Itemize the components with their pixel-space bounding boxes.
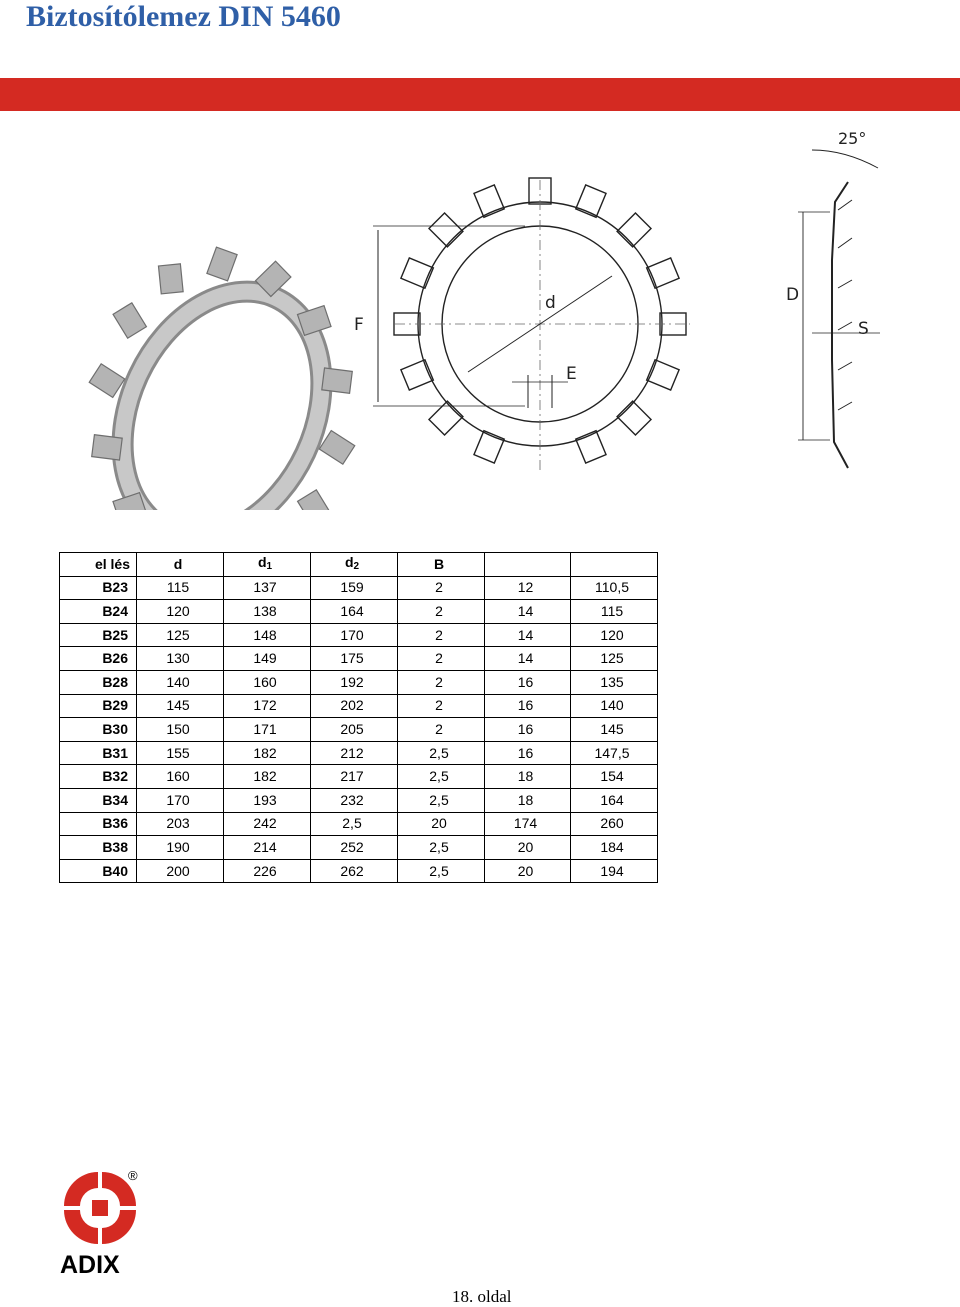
table-cell: 262 xyxy=(311,859,398,883)
page-title: Biztosítólemez DIN 5460 xyxy=(26,0,341,33)
table-cell: 20 xyxy=(485,859,571,883)
col-header xyxy=(485,553,571,577)
table-cell: 2,5 xyxy=(398,741,485,765)
row-code-cell: B26 xyxy=(60,647,137,671)
table-cell: 2 xyxy=(398,623,485,647)
row-code-cell: B36 xyxy=(60,812,137,836)
table-cell: 137 xyxy=(224,576,311,600)
page-number: 18. oldal xyxy=(452,1287,512,1306)
table-row xyxy=(60,788,658,812)
table-cell: 2 xyxy=(398,670,485,694)
table-cell: 202 xyxy=(311,694,398,718)
table-cell: 2,5 xyxy=(398,859,485,883)
table-cell: 203 xyxy=(137,812,224,836)
table-cell: 14 xyxy=(485,600,571,624)
table-cell: 170 xyxy=(137,788,224,812)
table-row xyxy=(60,836,658,860)
technical-drawing xyxy=(0,120,960,510)
table-cell: 150 xyxy=(137,718,224,742)
label-angle: 25° xyxy=(838,129,867,148)
table-row xyxy=(60,741,658,765)
table-cell: 12 xyxy=(485,576,571,600)
table-cell: 18 xyxy=(485,765,571,789)
col-header: el lés xyxy=(60,553,137,577)
row-code-cell: B32 xyxy=(60,765,137,789)
table-cell: 226 xyxy=(224,859,311,883)
registered-mark: ® xyxy=(128,1168,138,1183)
table-cell: 172 xyxy=(224,694,311,718)
washer-3d-illustration xyxy=(85,247,360,510)
table-cell: 14 xyxy=(485,623,571,647)
table-cell: 160 xyxy=(137,765,224,789)
table-row xyxy=(60,600,658,624)
table-cell: 145 xyxy=(571,718,658,742)
table-cell: 2,5 xyxy=(311,812,398,836)
row-code-cell: B31 xyxy=(60,741,137,765)
table-cell: 260 xyxy=(571,812,658,836)
logo-text: ADIX xyxy=(60,1251,120,1278)
washer-side-view xyxy=(798,150,880,468)
table-cell: 115 xyxy=(571,600,658,624)
table-cell: 200 xyxy=(137,859,224,883)
table-cell: 140 xyxy=(137,670,224,694)
table-cell: 149 xyxy=(224,647,311,671)
row-code-cell: B23 xyxy=(60,576,137,600)
dimension-table xyxy=(59,552,658,883)
table-cell: 192 xyxy=(311,670,398,694)
table-cell: 2,5 xyxy=(398,765,485,789)
table-cell: 170 xyxy=(311,623,398,647)
col-header xyxy=(571,553,658,577)
table-cell: 214 xyxy=(224,836,311,860)
table-cell: 14 xyxy=(485,647,571,671)
table-row xyxy=(60,670,658,694)
table-cell: 160 xyxy=(224,670,311,694)
table-header-row xyxy=(60,553,658,577)
row-code-cell: B28 xyxy=(60,670,137,694)
table-cell: 138 xyxy=(224,600,311,624)
header-red-bar xyxy=(0,78,960,111)
table-cell: 212 xyxy=(311,741,398,765)
table-cell: 20 xyxy=(485,836,571,860)
table-cell: 252 xyxy=(311,836,398,860)
table-cell: 190 xyxy=(137,836,224,860)
table-cell: 155 xyxy=(137,741,224,765)
table-row xyxy=(60,694,658,718)
row-code-cell: B40 xyxy=(60,859,137,883)
row-code-cell: B30 xyxy=(60,718,137,742)
table-cell: 18 xyxy=(485,788,571,812)
label-E: E xyxy=(566,364,577,384)
table-cell: 182 xyxy=(224,765,311,789)
table-cell: 182 xyxy=(224,741,311,765)
table-cell: 174 xyxy=(485,812,571,836)
table-cell: 115 xyxy=(137,576,224,600)
table-cell: 120 xyxy=(571,623,658,647)
table-row xyxy=(60,576,658,600)
row-code-cell: B24 xyxy=(60,600,137,624)
table-cell: 2 xyxy=(398,647,485,671)
table-cell: 164 xyxy=(571,788,658,812)
table-cell: 16 xyxy=(485,718,571,742)
table-cell: 147,5 xyxy=(571,741,658,765)
label-F: F xyxy=(354,315,364,335)
table-cell: 2 xyxy=(398,576,485,600)
label-D: D xyxy=(786,285,800,305)
table-cell: 2 xyxy=(398,718,485,742)
table-cell: 16 xyxy=(485,694,571,718)
table-cell: 194 xyxy=(571,859,658,883)
row-code-cell: B34 xyxy=(60,788,137,812)
col-header: B xyxy=(398,553,485,577)
table-cell: 193 xyxy=(224,788,311,812)
table-row xyxy=(60,812,658,836)
washer-front-view xyxy=(373,178,690,470)
table-cell: 125 xyxy=(571,647,658,671)
table-cell: 232 xyxy=(311,788,398,812)
table-cell: 171 xyxy=(224,718,311,742)
table-cell: 175 xyxy=(311,647,398,671)
table-cell: 125 xyxy=(137,623,224,647)
table-cell: 16 xyxy=(485,670,571,694)
table-cell: 130 xyxy=(137,647,224,671)
table-cell: 110,5 xyxy=(571,576,658,600)
table-cell: 184 xyxy=(571,836,658,860)
row-code-cell: B29 xyxy=(60,694,137,718)
table-cell: 164 xyxy=(311,600,398,624)
table-cell: 2 xyxy=(398,600,485,624)
table-cell: 154 xyxy=(571,765,658,789)
label-S: S xyxy=(858,319,869,339)
table-cell: 145 xyxy=(137,694,224,718)
table-row xyxy=(60,718,658,742)
table-cell: 20 xyxy=(398,812,485,836)
col-header: $d_1$ xyxy=(224,553,311,577)
col-header: $d_2$ xyxy=(311,553,398,577)
table-cell: 2,5 xyxy=(398,836,485,860)
table-cell: 217 xyxy=(311,765,398,789)
table-cell: 120 xyxy=(137,600,224,624)
table-row xyxy=(60,765,658,789)
table-cell: 140 xyxy=(571,694,658,718)
table-row xyxy=(60,859,658,883)
table-cell: 16 xyxy=(485,741,571,765)
table-cell: 135 xyxy=(571,670,658,694)
table-row xyxy=(60,647,658,671)
col-header: d xyxy=(137,553,224,577)
table-cell: 205 xyxy=(311,718,398,742)
row-code-cell: B25 xyxy=(60,623,137,647)
adix-logo xyxy=(58,1166,148,1278)
row-code-cell: B38 xyxy=(60,836,137,860)
table-cell: 159 xyxy=(311,576,398,600)
table-cell: 242 xyxy=(224,812,311,836)
table-row xyxy=(60,623,658,647)
table-cell: 2,5 xyxy=(398,788,485,812)
table-cell: 2 xyxy=(398,694,485,718)
table-cell: 148 xyxy=(224,623,311,647)
label-d: d xyxy=(545,293,556,313)
